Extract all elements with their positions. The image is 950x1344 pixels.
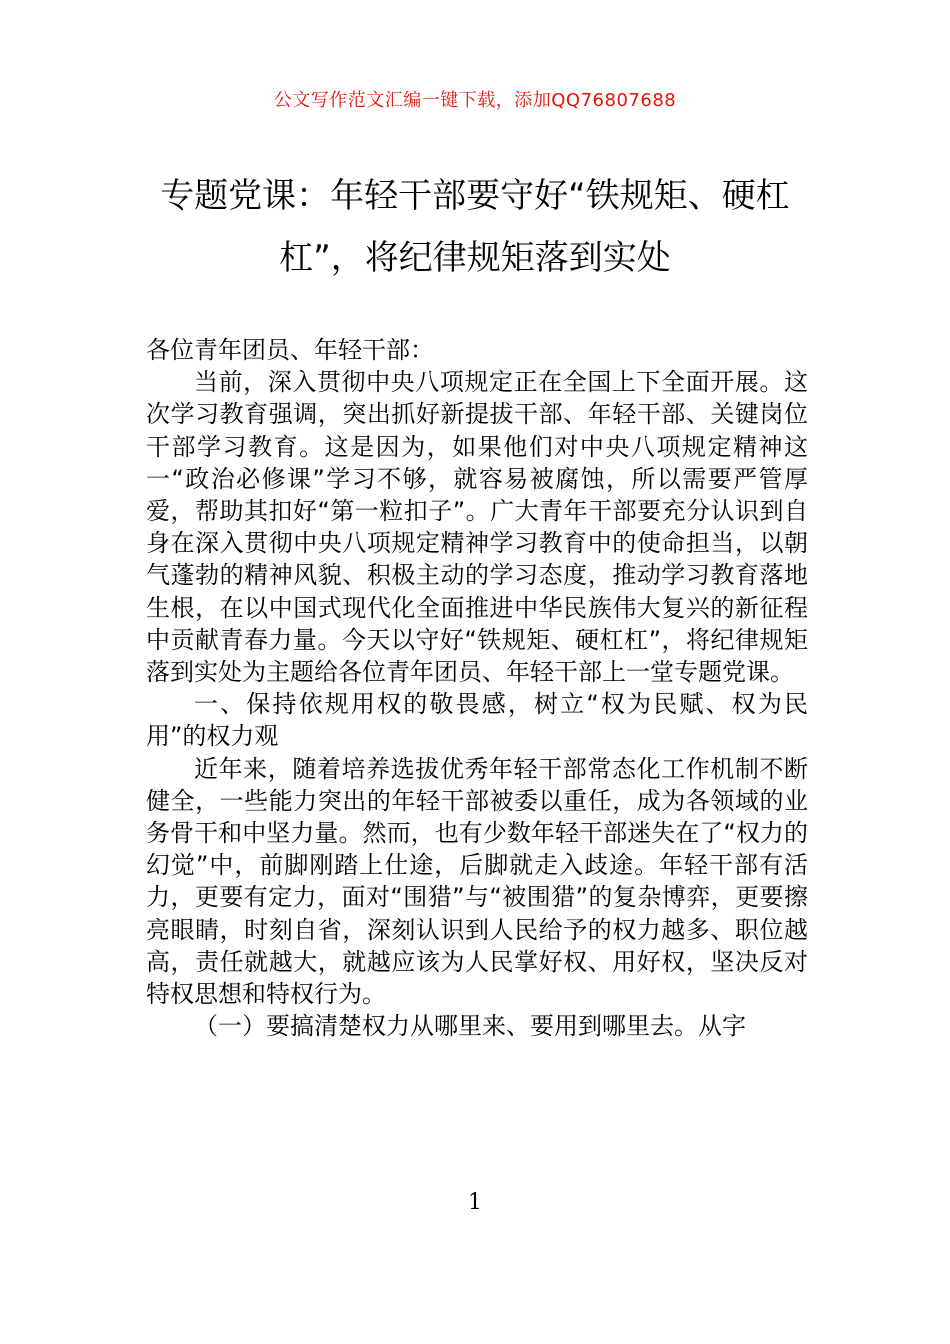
salutation: 各位青年团员、年轻干部： xyxy=(146,336,434,364)
paragraph-section-1: 近年来，随着培养选拔优秀年轻干部常态化工作机制不断健全，一些能力突出的年轻干部被委以重任，成为各领域的业务骨干和中坚力量。然而，也有少数年轻干部迷失在了“权力的幻觉”中，前脚刚踏上仕途，后脚就走入歧途。年轻干部有活力，更要有定力，面对“围猎”与“被围猎”的复杂博弈，更要擦亮眼睛，时刻自省，深刻认识到人民给予的权力越多、职位越高，责任就越大，就越应该为人民掌好权、用好权，坚决反对特权思想和特权行为。 xyxy=(146,754,808,1009)
header-download-note: 公文写作范文汇编一键下载，添加QQ76807688 xyxy=(273,90,677,111)
section-heading-1: 一、保持依规用权的敬畏感，树立“权为民赋、权为民用”的权力观 xyxy=(146,690,808,751)
document-body xyxy=(146,334,808,1042)
subsection-heading-1: （一）要搞清楚权力从哪里来、要用到哪里去。从字 xyxy=(194,1012,746,1041)
paragraph-intro: 当前，深入贯彻中央八项规定正在全国上下全面开展。这次学习教育强调，突出抓好新提拔干部、年轻干部、关键岗位干部学习教育。这是因为，如果他们对中央八项规定精神这一“政治必修课”学习不够，就容易被腐蚀，所以需要严管厚爱，帮助其扣好“第一粒扣子”。广大青年干部要充分认识到自身在深入贯彻中央八项规定精神学习教育中的使命担当，以朝气蓬勃的精神风貌、积极主动的学习态度，推动学习教育落地生根，在以中国式现代化全面推进中华民族伟大复兴的新征程中贡献青春力量。今天以守好“铁规矩、硬杠杠”，将纪律规矩落到实处为主题给各位青年团员、年轻干部上一堂专题党课。 xyxy=(146,368,808,687)
page-number: 1 xyxy=(468,1190,482,1215)
document-title: 专题党课：年轻干部要守好“铁规矩、硬杠杠”，将纪律规矩落到实处 xyxy=(160,176,790,278)
